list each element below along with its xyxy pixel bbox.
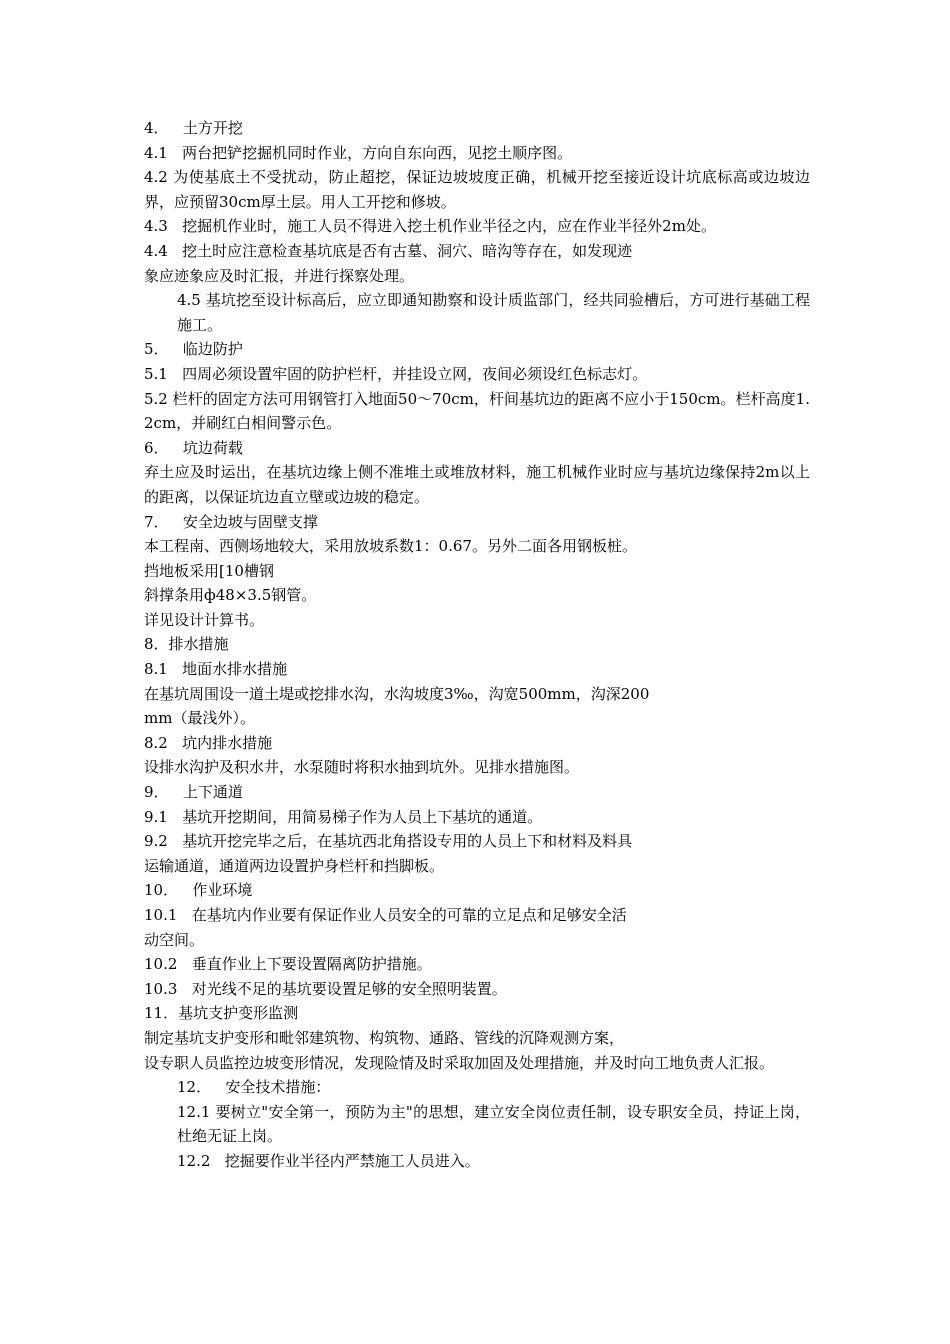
paragraph: 5.2 栏杆的固定方法可用钢管打入地面50～70cm，杆间基坑边的距离不应小于150cm。栏杆高度1.2cm，并刷红白相间警示色。 [144, 389, 810, 433]
paragraph: 斜撑条用ф48×3.5钢管。 [144, 586, 317, 605]
section-heading: 7． 安全边坡与固壁支撑 [144, 512, 318, 531]
section-heading: 12． 安全技术措施： [177, 1078, 331, 1097]
section-heading: 4． 土方开挖 [144, 119, 243, 137]
section-heading: 8．排水措施 [144, 635, 229, 654]
subsection-heading: 8.1 地面水排水措施 [144, 660, 288, 679]
paragraph: 详见设计计算书。 [144, 610, 265, 629]
section-heading: 9． 上下通道 [144, 783, 243, 802]
section-heading: 11．基坑支护变形监测 [144, 1004, 299, 1023]
paragraph: 12.2 挖掘要作业半径内严禁施工人员进入。 [177, 1151, 480, 1170]
section-heading: 10． 作业环境 [144, 881, 253, 900]
paragraph: 10.3 对光线不足的基坑要设置足够的安全照明装置。 [144, 979, 507, 998]
paragraph: 4.5 基坑挖至设计标高后，应立即通知勘察和设计质监部门，经共同验槽后，方可进行基础工程施工。 [177, 291, 810, 334]
paragraph: 本工程南、西侧场地较大，采用放坡系数1：0.67。另外二面各用钢板桩。 [144, 537, 637, 556]
subsection-heading: 8.2 坑内排水措施 [144, 733, 273, 752]
paragraph: 4.2 为使基底土不受扰动，防止超挖，保证边坡坡度正确，机械开挖至接近设计坑底标高或边坡边界，应预留30cm厚土层。用人工开挖和修坡。 [144, 168, 810, 211]
paragraph: 5.1 四周必须设置牢固的防护栏杆，并挂设立网，夜间必须设红色标志灯。 [144, 364, 648, 383]
section-heading: 5． 临边防护 [144, 340, 243, 359]
paragraph: 9.2 基坑开挖完毕之后，在基坑西北角搭设专用的人员上下和材料及料具 [144, 832, 633, 851]
paragraph: 动空间。 [144, 930, 205, 949]
paragraph: mm（最浅外）。 [144, 709, 255, 728]
paragraph: 10.2 垂直作业上下要设置隔离防护措施。 [144, 955, 432, 974]
paragraph: 9.1 基坑开挖期间，用简易梯子作为人员上下基坑的通道。 [144, 807, 543, 826]
paragraph: 设专职人员监控边坡变形情况，发现险情及时采取加固及处理措施，并及时向工地负责人汇报。 [144, 1053, 775, 1072]
paragraph: 象应迹象应及时汇报，并进行探察处理。 [144, 266, 415, 285]
paragraph: 4.3 挖掘机作业时，施工人员不得进入挖土机作业半径之内，应在作业半径外2m处。 [144, 217, 716, 236]
paragraph: 挡地板采用[10槽钢 [144, 561, 274, 580]
paragraph: 制定基坑支护变形和毗邻建筑物、构筑物、通路、管线的沉降观测方案， [144, 1028, 625, 1047]
paragraph: 12.1 要树立"安全第一，预防为主"的思想，建立安全岗位责任制，设专职安全员，持证上岗，杜绝无证上岗。 [177, 1102, 810, 1146]
paragraph: 在基坑周围设一道土堤或挖排水沟，水沟坡度3‰，沟宽500mm，沟深200 [144, 684, 650, 703]
document-body [144, 116, 810, 1174]
paragraph: 4.4 挖土时应注意检查基坑底是否有古墓、洞穴、暗沟等存在，如发现迹 [144, 241, 633, 260]
section-heading: 6． 坑边荷载 [144, 438, 243, 457]
paragraph: 设排水沟护及积水井，水泵随时将积水抽到坑外。见排水措施图。 [144, 758, 580, 777]
paragraph: 10.1 在基坑内作业要有保证作业人员安全的可靠的立足点和足够安全活 [144, 906, 627, 924]
paragraph: 弃土应及时运出，在基坑边缘上侧不准堆土或堆放材料，施工机械作业时应与基坑边缘保持2m以上的距离，以保证坑边直立壁或边坡的稳定。 [144, 463, 810, 506]
paragraph: 运输通道，通道两边设置护身栏杆和挡脚板。 [144, 856, 445, 875]
paragraph: 4.1 两台把铲挖掘机同时作业，方向自东向西，见挖土顺序图。 [144, 143, 573, 162]
